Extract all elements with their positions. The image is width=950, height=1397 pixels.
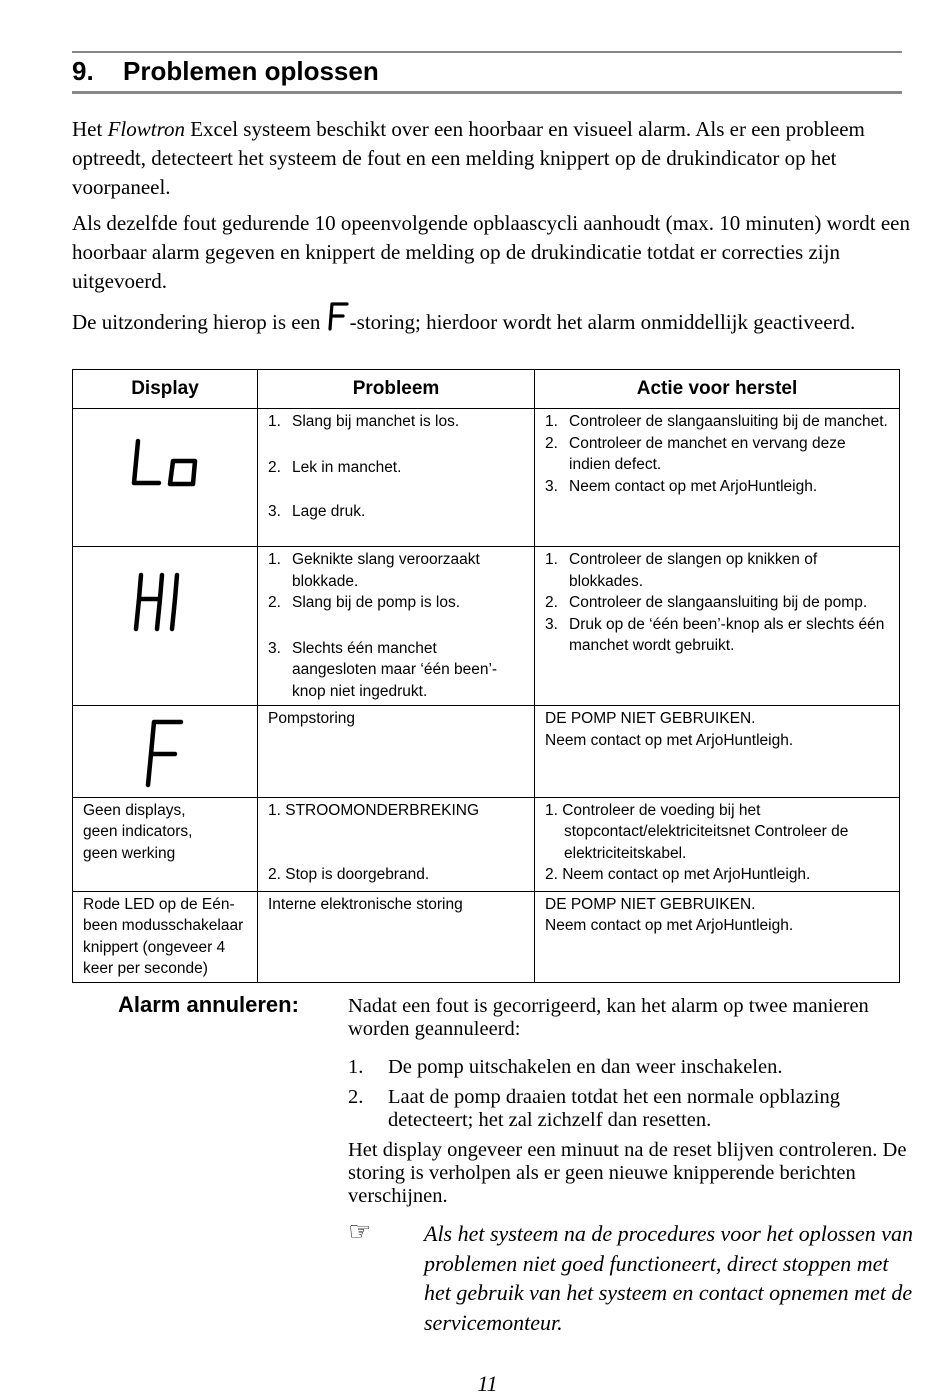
action-cell bbox=[535, 409, 900, 547]
list-item: 1. Controleer de slangaansluiting bij de manchet. bbox=[545, 413, 888, 430]
alarm-step-1: 1. De pomp uitschakelen en dan weer inschakelen. bbox=[348, 1056, 783, 1078]
action-cell: 1. Controleer de voeding bij het stopcontact/elektriciteitsnet Controleer de elektriciteitskabel. 2. Neem contact op met ArjoHuntleigh. bbox=[535, 797, 900, 891]
table-row bbox=[73, 706, 900, 798]
action-cell bbox=[535, 547, 900, 706]
display-cell bbox=[73, 409, 258, 547]
product-name: Flowtron bbox=[107, 117, 185, 141]
table-header-row bbox=[73, 370, 900, 409]
alarm-intro: Nadat een fout is gecorrigeerd, kan het alarm op twee manieren worden geannuleerd: bbox=[348, 995, 869, 1040]
pointing-hand-icon: ☞ bbox=[348, 1217, 372, 1247]
alarm-cancel-label: Alarm annuleren: bbox=[118, 992, 299, 1017]
display-cell: Rode LED op de Eén-been modusschakelaar knippert (ongeveer 4 keer per seconde) bbox=[73, 891, 258, 982]
section-title: Problemen oplossen bbox=[123, 56, 379, 86]
intro-paragraph-1: Het Flowtron Excel systeem beschikt over een hoorbaar en visueel alarm. Als er een probleem optreedt, detecteert het systeem de fout en een melding knippert op de drukindicator op het voorpaneel. bbox=[72, 117, 865, 199]
alarm-step-2: 2. Laat de pomp draaien totdat het een normale opblazing detecteert; het zal zichzelf dan resetten. bbox=[348, 1086, 840, 1131]
list-item: 3. Slechts één manchet aangesloten maar ‘één been’-knop niet ingedrukt. bbox=[268, 639, 498, 700]
hi-display-icon bbox=[105, 549, 225, 649]
list-item: 2. Controleer de slangaansluiting bij de pomp. bbox=[545, 594, 868, 611]
display-cell: Geen displays, geen indicators, geen werking bbox=[73, 797, 258, 891]
intro-paragraph-3: De uitzondering hierop is een -storing; hierdoor wordt het alarm onmiddellijk geactiveerd. bbox=[72, 302, 912, 337]
section-heading bbox=[72, 54, 379, 88]
action-cell: DE POMP NIET GEBRUIKEN. Neem contact op met ArjoHuntleigh. bbox=[535, 706, 900, 798]
note-text: Als het systeem na de procedures voor het oplossen van problemen niet goed functioneert, direct stoppen met het gebruik van het systeem en contact opnemen met de servicemonteur. bbox=[424, 1221, 913, 1335]
list-item: 2. Controleer de manchet en vervang deze indien defect. bbox=[545, 434, 846, 473]
list-item: 1. Geknikte slang veroorzaakt blokkade. bbox=[268, 551, 480, 590]
top-rule bbox=[72, 51, 902, 53]
header-action: Actie voor herstel bbox=[535, 370, 900, 409]
list-item: 1. Slang bij manchet is los. bbox=[268, 413, 460, 430]
table-row bbox=[73, 891, 900, 982]
list-item: 2. Lek in manchet. bbox=[268, 458, 402, 476]
problem-cell: Interne elektronische storing bbox=[258, 891, 535, 982]
header-problem: Probleem bbox=[258, 370, 535, 409]
table-row bbox=[73, 547, 900, 706]
heading-rule bbox=[72, 91, 902, 94]
header-display: Display bbox=[73, 370, 258, 409]
lo-display-icon bbox=[105, 411, 225, 511]
problem-cell bbox=[258, 409, 535, 547]
f-display-large-icon bbox=[105, 708, 225, 790]
display-cell bbox=[73, 547, 258, 706]
troubleshooting-table bbox=[72, 369, 900, 983]
table-row bbox=[73, 409, 900, 547]
problem-cell bbox=[258, 547, 535, 706]
table-row bbox=[73, 797, 900, 891]
alarm-followup: Het display ongeveer een minuut na de reset blijven controleren. De storing is verholpen als er geen nieuwe knipperende berichten verschijnen. bbox=[348, 1139, 907, 1207]
list-item: 2. Slang bij de pomp is los. bbox=[268, 594, 461, 611]
problem-cell: Pompstoring bbox=[258, 706, 535, 798]
section-number: 9. bbox=[72, 56, 94, 86]
page-number: 11 bbox=[477, 1371, 498, 1396]
list-item: 3. Druk op de ‘één been’-knop als er slechts één manchet wordt gebruikt. bbox=[545, 615, 885, 654]
action-cell: DE POMP NIET GEBRUIKEN. Neem contact op met ArjoHuntleigh. bbox=[535, 891, 900, 982]
list-item: 1. Controleer de slangen op knikken of blokkades. bbox=[545, 551, 818, 590]
problem-cell: 1. STROOMONDERBREKING 2. Stop is doorgebrand. bbox=[258, 797, 535, 891]
f-display-icon bbox=[327, 302, 349, 332]
list-item: 3. Neem contact op met ArjoHuntleigh. bbox=[545, 477, 818, 495]
list-item: 3. Lage druk. bbox=[268, 503, 366, 520]
display-cell bbox=[73, 706, 258, 798]
intro-paragraph-2: Als dezelfde fout gedurende 10 opeenvolgende opblaascycli aanhoudt (max. 10 minuten) wordt een hoorbaar alarm gegeven en knippert de melding op de drukindicatie totdat er correcties zijn uitgevoerd. bbox=[72, 211, 910, 293]
